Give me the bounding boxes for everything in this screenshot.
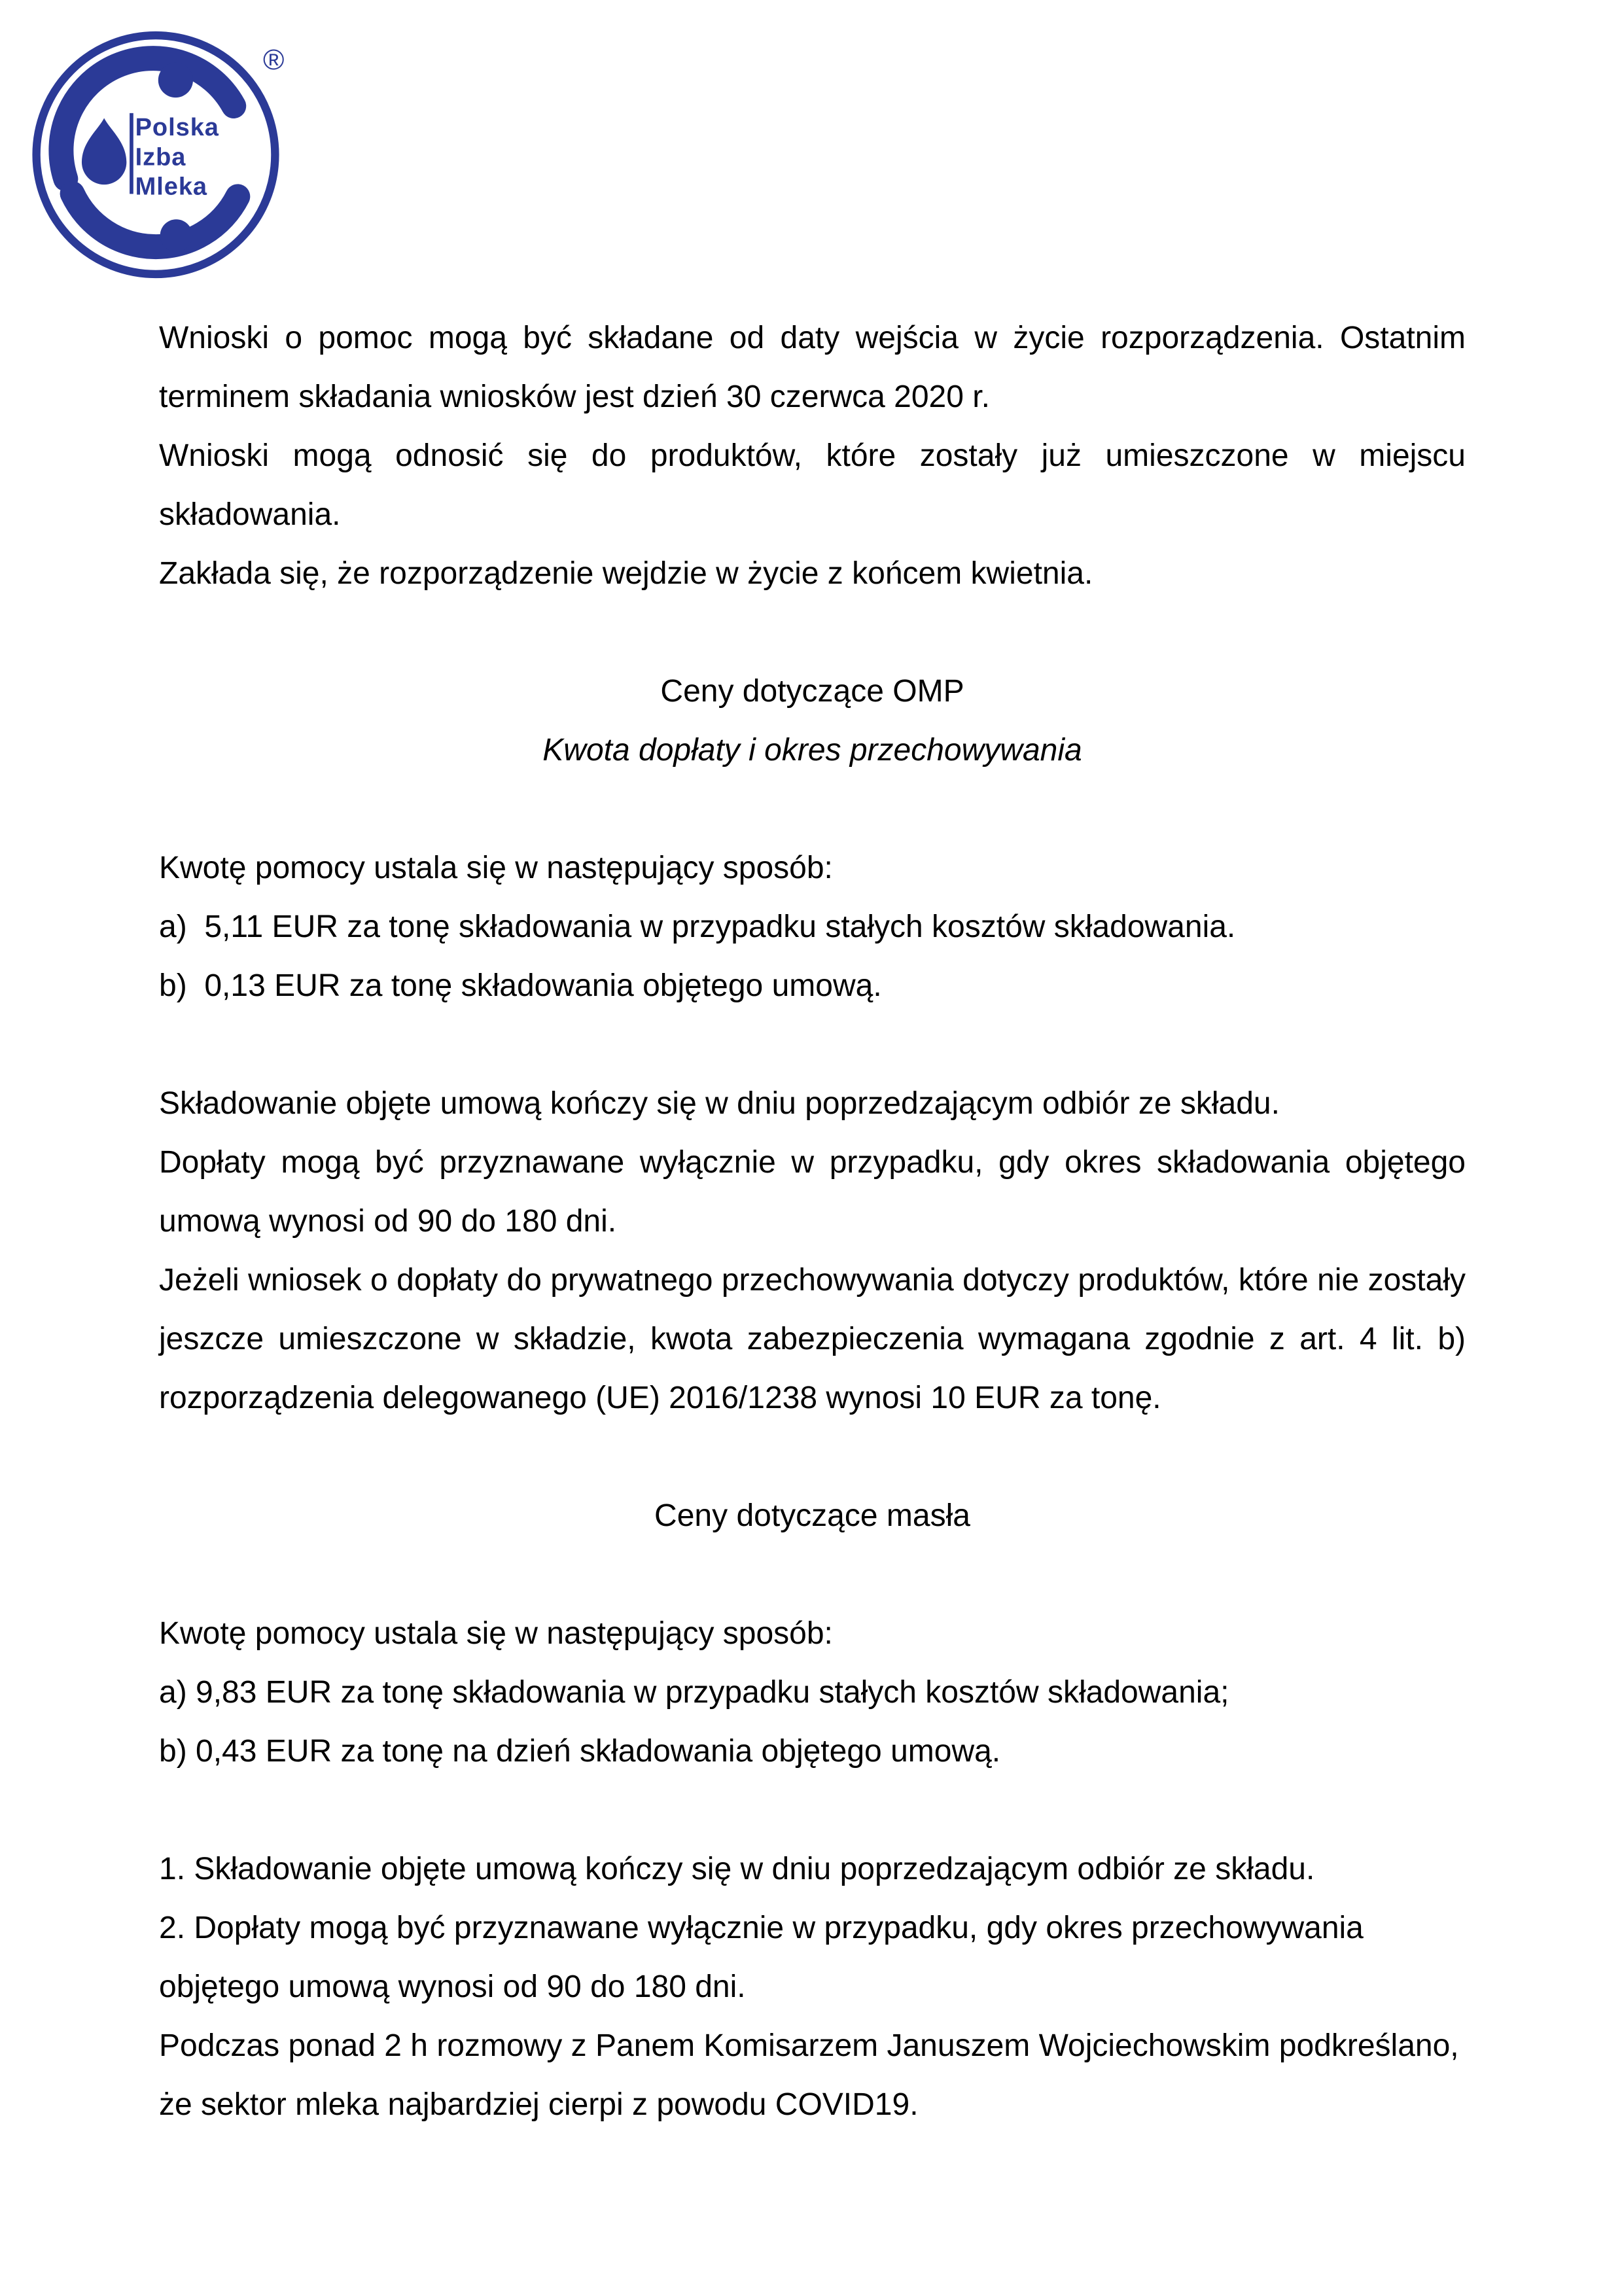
blank-line	[159, 1428, 1466, 1487]
logo-text-line1: Polska	[135, 114, 219, 142]
blank-line	[159, 1545, 1466, 1604]
blank-line	[159, 780, 1466, 839]
logo-thumb-top	[158, 63, 193, 97]
registered-trademark-icon: ®	[263, 44, 285, 76]
butter-list-item-b: b) 0,43 EUR za tonę na dzień składowania objętego umową.	[159, 1734, 1001, 1769]
omp-list-item-b: b) 0,13 EUR za tonę składowania objętego umową.	[159, 968, 882, 1003]
butter-paragraph-3: Podczas ponad 2 h rozmowy z Panem Komisarzem Januszem Wojciechowskim podkreślano, że sektor mleka najbardziej cierpi z powodu COVID19.	[159, 2028, 1459, 2122]
intro-paragraph-2: Wnioski mogą odnosić się do produktów, które zostały już umieszczone w miejscu składowania.	[159, 438, 1466, 532]
blank-line	[159, 603, 1466, 662]
butter-lead-paragraph: Kwotę pomocy ustala się w następujący sposób:	[159, 1616, 833, 1651]
document-body	[159, 309, 1466, 2134]
butter-paragraph-1: 1. Składowanie objęte umową kończy się w dniu poprzedzającym odbiór ze składu.	[159, 1852, 1315, 1886]
omp-list-item-a: a) 5,11 EUR za tonę składowania w przypadku stałych kosztów składowania.	[159, 910, 1236, 944]
milk-chamber-logo-graphic	[31, 29, 280, 281]
butter-paragraph-2: 2. Dopłaty mogą być przyznawane wyłącznie w przypadku, gdy okres przechowywania objętego umową wynosi od 90 do 180 dni.	[159, 1911, 1364, 2004]
omp-paragraph-3: Jeżeli wniosek o dopłaty do prywatnego przechowywania dotyczy produktów, które nie zostały jeszcze umieszczone w składzie, kwota zabezpieczenia wymagana zgodnie z art. 4 lit. b) rozporządzenia delegowanego (UE) 2016/1238 wynosi 10 EUR za tonę.	[159, 1263, 1466, 1415]
section-heading-omp: Ceny dotyczące OMP	[660, 674, 964, 709]
intro-paragraph-3: Zakłada się, że rozporządzenie wejdzie w życie z końcem kwietnia.	[159, 556, 1093, 591]
omp-lead-paragraph: Kwotę pomocy ustala się w następujący sposób:	[159, 851, 833, 885]
section-subheading-omp: Kwota dopłaty i okres przechowywania	[542, 733, 1082, 768]
logo-divider-line	[130, 113, 133, 194]
polska-izba-mleka-logo	[31, 29, 339, 287]
logo-hand-bottom	[73, 194, 238, 247]
milk-drop-icon	[82, 118, 126, 185]
intro-paragraph-1: Wnioski o pomoc mogą być składane od daty wejścia w życie rozporządzenia. Ostatnim terminem składania wniosków jest dzień 30 czerwca 2020 r.	[159, 321, 1466, 414]
butter-list-item-a: a) 9,83 EUR za tonę składowania w przypadku stałych kosztów składowania;	[159, 1675, 1229, 1710]
omp-paragraph-2: Dopłaty mogą być przyznawane wyłącznie w przypadku, gdy okres składowania objętego umową wynosi od 90 do 180 dni.	[159, 1145, 1466, 1239]
logo-text-line2: Izba	[135, 143, 186, 171]
blank-line	[159, 1781, 1466, 1840]
blank-line	[159, 1016, 1466, 1074]
omp-paragraph-1: Składowanie objęte umową kończy się w dniu poprzedzającym odbiór ze składu.	[159, 1086, 1280, 1121]
section-heading-butter: Ceny dotyczące masła	[654, 1498, 970, 1533]
logo-thumb-bottom	[160, 219, 192, 251]
logo-text-line3: Mleka	[135, 173, 208, 201]
